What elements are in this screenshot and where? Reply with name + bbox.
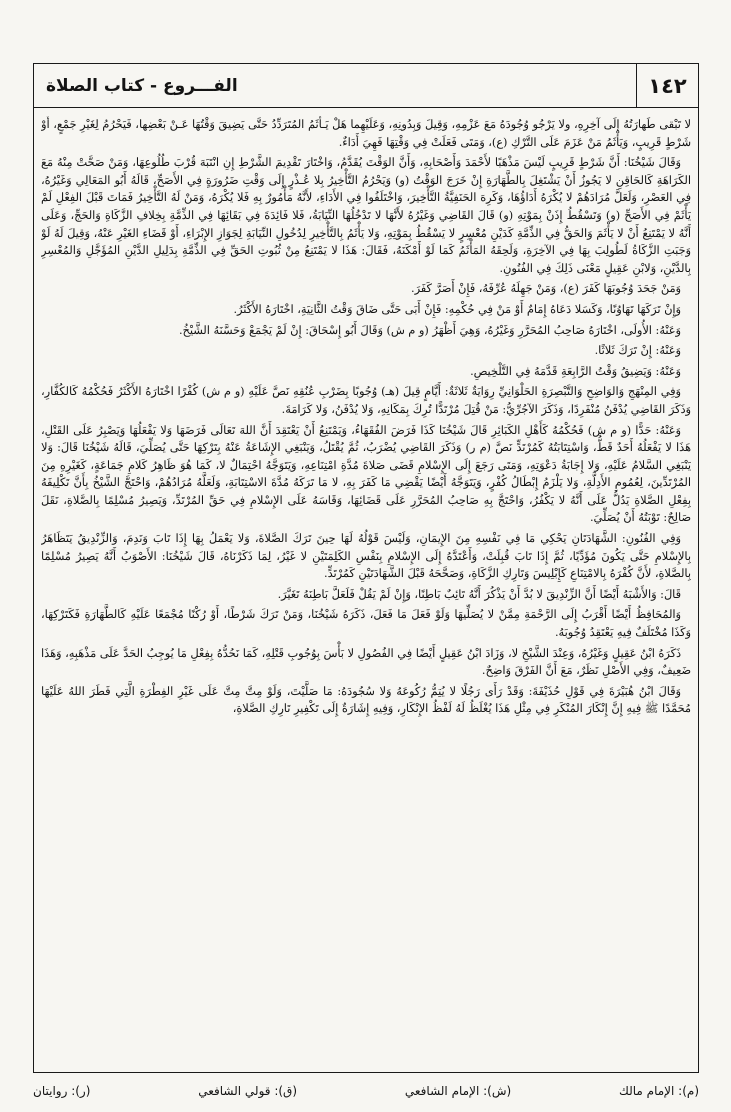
paragraph: وَعَنْهُ: حَدًّا (و م ش) فَحُكْمُهُ كَأَهْلِ الكَبَائِرِ قَالَ شَيْخُنَا كَذَا فَرَضَ الفُقَهَاءُ، وَيَمْتَنِعُ أَنْ يَعْتَقِدَ أَنَّ اللهَ تَعَالَى فَرَضَهَا وَلا يَفْعَلُهَا وَيَصْبِرُ عَلَى القَتْلِ، هَذَا لا يَفْعَلُهُ أَحَدٌ قَطُّ، وَاسْتِتَابَتُهُ كَمُرْتَدٍّ نَصَّ (م ر) وَذَكَرَ القَاضِي يُضْرَبُ، ثُمَّ يُقْتَلُ، وَيَنْبَغِي الإِشَاعَةُ عَنْهُ بِتَرْكِهَا حَتَّى يُصَلِّيَ، قَالَهُ شَيْخُنَا قَالَ: وَلا يَنْبَغِي السَّلامُ عَلَيْهِ، وَلا إِجَابَةُ دَعْوَتِهِ، وَمَتَى رَجَعَ إِلَى الإِسْلامِ قَضَى صَلاةَ مُدَّةِ امْتِنَاعِهِ، وَيَتَوَجَّهُ احْتِمَالٌ لا، كَمَا هُوَ ظَاهِرُ كَلامِ جَمَاعَةٍ، كَغَيْرِهِ مِنَ المُرْتَدِّينَ، لِعُمُومِ الأَدِلَّةِ، وَلا يَلْزَمُ إِبْطَالُ كُفْرٍ، وَيَتَوَجَّهُ أَيْضًا يَقْضِي مَا كَفَرَ بِهِ، لا مَا تَرَكَهُ مُدَّةَ الاسْتِتَابَةِ، وَلَعَلَّهُ مُرَادُهُمْ، وَاحْتَجَّ الشَّيْخُ بِأَنَّ تَكْلِيفَهُ بِفِعْلِ الصَّلاةِ يَدُلُّ عَلَى أَنَّهُ لا يَكْفُرُ، وَاحْتَجَّ بِهِ صَاحِبُ المُحَرَّرِ عَلَى قَضَائِهَا، وَقَاسَهُ عَلَى الإِسْلامِ فِي حَقِّ المُرْتَدِّ، وَيَصِيرُ مُسْلِمًا بِالصَّلاةِ، نَقَلَ صَالِحٌ: تَوْبَتُهُ أَنْ يُصَلِّيَ. [41,423,691,525]
paragraph: ذَكَرَهُ ابْنُ عَقِيلٍ وَغَيْرُهُ، وَعِنْدَ الشَّيْخِ لا، وَزَادَ ابْنُ عَقِيلٍ أَيْضًا فِي الفُصُولِ لا بَأْسَ بِوُجُوبِ قَتْلِهِ، كَمَا نَحُدُّهُ بِفِعْلِ مَا يُوجِبُ الحَدَّ عَلَى مَذْهَبِهِ، وَهَذَا ضَعِيفٌ، وَفِي الأَصْلِ نَظَرٌ، مَعَ أَنَّ الفَرْقَ وَاضِحٌ. [41,646,691,678]
paragraph: وَعَنْهُ: إِنْ تَرَكَ ثَلاثًا. [594,344,681,358]
paragraph: لا تَبْقى طَهارَتُهُ إلَى آخِرِهِ، ولا يَرْجُو وُجُودَهُ مَعَ عَزْمِهِ، وَقِيلَ وَبِدُونِهِ، وَعَلَيْهِما هَلْ يَـأْثَمُ المُتَرَدِّدُ حَتَّى يَضِيقَ وَقْتُهَا عَـنْ بَعْضِها، فَيَحْرُمُ لِغَيْرِ جَمْعٍ، أَوْ شَرْطٍ قَرِيبٍ، وَيَأْثَمُ مَنْ عَزَمَ عَلَى التَّرْكِ (ع)، وَمَتَى فَعَلَتْ فِي وَقْتِهَا فَهِيَ أَدَاءٌ. [41,118,691,149]
legend-two-narrations: (ر): روايتان [33,1084,91,1098]
paragraph: وَمَنْ جَحَدَ وُجُوبَهَا كَفَرَ (ع)، وَمَنْ جَهِلَهُ عُرِّفَهُ، فَإِنْ أَصَرَّ كَفَرَ. [410,282,681,296]
paragraph: وَالمُحَافِظُ أَيْضًا أَقْرَبُ إِلَى الرَّحْمَةِ مِمَّنْ لا يُصَلِّيهَا وَلَوْ فَعَلَ مَا فَعَلَ، ذَكَرَهُ شَيْخُنَا، وَمَنْ تَرَكَ شَرْطًا، أَوْ رُكْنًا مُجْمَعًا عَلَيْهِ كَالطَّهَارَةِ فَكَتَرْكِهَا، وَكَذَا مُخْتَلَفٌ فِيهِ يَعْتَقِدُ وُجُوبَهُ. [41,608,691,640]
page-header [34,64,698,108]
paragraph: قَالَ: وَالأَشْبَهُ أَيْضًا أَنَّ الزِّنْدِيقَ لا بُدَّ أَنْ يَذْكُرَ أَنَّهُ تَائِبٌ بَاطِنًا، وَإِنْ لَمْ يَقُلْ فَلَعَلَّ بَاطِنَهُ تَغَيَّرَ. [277,587,681,601]
paragraph: وَعَنْهُ: وَيَضِيقُ وَقْتُ الرَّابِعَةِ قَدَّمَهُ فِي التَّلْخِيصِ. [470,364,681,378]
page-number: ١٤٢ [636,64,698,107]
paragraph: وَفِي المِنْهَجِ وَالوَاضِحِ وَالتَّبْصِرَةِ الحَلْوَانِيِّ رِوَايَةٌ ثَلاثَةٌ: أَيَّامٍ قِيلَ (هـ) وُجُوبًا بِضَرْبِ عُنُقِهِ نَصَّ عَلَيْهِ (و م ش) كُفْرًا اخْتَارَهُ الأَكْثَرُ فَحُكْمُهُ كَالكُفَّارِ، وَذَكَرَ القَاضِي يُدْفَنُ مُنْفَرِدًا، وَذَكَرَ الآجُرِّيُّ: مَنْ قُتِلَ مُرْتَدًّا تُرِكَ بِمَكَانِهِ، وَلا يُدْفَنُ، وَلا كَرَامَةَ. [41,385,691,416]
page-frame [33,63,699,1073]
body-text [41,116,691,1064]
running-title: الفـــروع - كتاب الصلاة [46,75,238,96]
legend-malik: (م): الإمام مالك [618,1084,699,1098]
paragraph: وَقَالَ شَيْخُنَا: أَنَّ شَرْطٍ قَرِيبٍ لَيْسَ مَذْهَبًا لأَحْمَدَ وَأَصْحَابِهِ، وَأَنَّ الوَقْتَ يُقَدَّمُ، وَاخْتَارَ تَقْدِيمَ الشَّرْطِ إِنِ انْتَبَهَ قُرْبَ طُلُوعِهَا، وَمَنْ صَحَّتْ مِنْهُ مَعَ الكَرَاهَةِ كَالحَاقِنِ لا يَجُوزُ أَنْ يَشْتَغِلَ بِالطَّهَارَةِ إِنْ خَرَجَ الوَقْتُ (و) وَيَحْرُمُ التَّأْخِيرُ بِلا عُـذْرٍ إِلَى وَقْتِ ضَرُورَةٍ فِي الأَصَحِّ، قَالَهُ أَبُو المَعَالِي وَغَيْرُهُ، فِي العَصْرِ، وَلَعَلَّ مُرَادَهُمْ لا يُكْرَهُ أَدَاؤُهَا، وَكَرِهَ الحَنَفِيَّةُ التَّأْخِيرَ، وَاخْتَلَفُوا فِي الأَدَاءِ، لأَنَّهُ مَأْمُورٌ بِهِ فَلا يُكْرَهُ، وَمَنْ لَهُ التَّأْخِيرُ فَمَاتَ قَبْلَ الفِعْلِ لَمْ يَأْثَمْ فِي الأَصَحِّ (و) وَتَسْقُطُ إِذَنْ بِمَوْتِهِ (و) قَالَ القَاضِي وَغَيْرُهُ لأَنَّهَا لا تَدْخُلُهَا النِّيَابَةُ، فَلا فَائِدَةَ فِي بَقَائِهَا فِي الذِّمَّةِ بِخِلافِ الزَّكَاةِ وَالحَجِّ، وَعَلَى أَنَّهُ لا يَمْتَنِعُ أَنْ لا يَأْثَمَ وَالحَقُّ فِي الذِّمَّةِ كَدَيْنِ مُعْسِرٍ لا يَسْقُطُ بِمَوْتِهِ، وَلا يَأْثَمُ بِالتَّأْخِيرِ لِدُخُولِ النِّيَابَةِ لِجَوَازِ الإِبْرَاءِ، أَوْ قَضَاءِ الغَيْرِ عَنْهُ، وَقِيلَ لَهُ لَوْ وَجَبَتِ الزَّكَاةُ لَطُولِبَ بِهَا فِي الآخِرَةِ، وَلَحِقَهُ المَأْثَمُ كَمَا لَوْ أَمْكَنَهُ، فَقَالَ: هَذَا لا يَمْتَنِعُ مِنْ ثُبُوتِ الحَقِّ فِي الذِّمَّةِ بِدَلِيلِ الدَّيْنِ المُؤَجَّلِ وَالمُعْسِرِ بِالدَّيْنِ، وَلابْنِ عَقِيلٍ مَعْنَى ذَلِكَ فِي الفُنُونِ. [41,156,691,275]
legend-shafii-two-opinions: (ق): قولي الشافعي [198,1084,298,1098]
paragraph: وَإِنْ تَرَكَهَا تَهَاوُنًا، وَكَسَلا دَعَاهُ إِمَامٌ أَوْ مَنْ فِي حُكْمِهِ: فَإِنْ أَبَى حَتَّى ضَاقَ وَقْتُ الثَّانِيَةِ، اخْتَارَهُ الأَكْثَرُ. [233,302,681,316]
footer-legend [33,1080,699,1102]
paragraph: وَعَنْهُ: الأُولَى، اخْتَارَهُ صَاحِبُ المُحَرَّرِ وَغَيْرُهُ، وَهِيَ أَظْهَرُ (و م ش) وَقَالَ أَبُو إِسْحَاقَ: إِنْ لَمْ يَجْمَعْ وَحَسَّنَهُ الشَّيْخُ. [178,323,681,337]
legend-shafii: (ش): الإمام الشافعي [404,1084,512,1098]
paragraph: وَفِي الفُنُونِ: الشَّهَادَتَانِ يَحْكِي مَا فِي نَفْسِهِ مِنَ الإِيمَانِ، وَلَيْسَ قَوْلُهُ لَهَا حِينَ تَرَكَ الصَّلاةَ، وَلا يَعْمَلُ بِهَا إِذَا تَابَ وَنَدِمَ، وَالزِّنْدِيقُ يَتَظَاهَرُ بِالإِسْلامِ حَتَّى يَكُونَ مُؤَدِّيًا، ثُمَّ إِذَا تَابَ قُبِلَتْ، وَأَعْتَدَّهُ إِلَى الإِسْلامِ بِنَفْسِ الكَلِمَتَيْنِ لا غَيْرُ، لِمَا ذَكَرْنَاهُ، قَالَ شَيْخُنَا: الأَصْوَبُ أَنَّهُ يَصِيرُ مُسْلِمًا بِالصَّلاةِ، لأَنَّ كُفْرَهُ بِالامْتِنَاعِ كَإِبْلِيسَ وَتَارِكِ الزَّكَاةِ، وَصَحَّحَهُ قَبْلَ الشَّهَادَتَيْنِ كَمُرْتَدٍّ. [41,532,691,581]
paragraph: وَقَالَ ابْنُ هُبَيْرَةَ فِي قَوْلِ حُذَيْفَةَ: وَقَدْ رَأَى رَجُلًا لا يُتِمُّ رُكُوعَهُ وَلا سُجُودَهُ: مَا صَلَّيْتَ، وَلَوْ مِتَّ مِتَّ عَلَى غَيْرِ الفِطْرَةِ الَّتِي فَطَرَ اللهُ عَلَيْهَا مُحَمَّدًا ﷺ فِيهِ إِنَّ إِنْكَارَ المُنْكَرِ فِي مِثْلِ هَذَا يُغْلَظُ لَهُ لَفْظُ الإِنْكَارِ، وَفِيهِ إِشَارَةٌ إِلَى تَكْفِيرِ تَارِكِ الصَّلاةِ، [41,684,691,716]
